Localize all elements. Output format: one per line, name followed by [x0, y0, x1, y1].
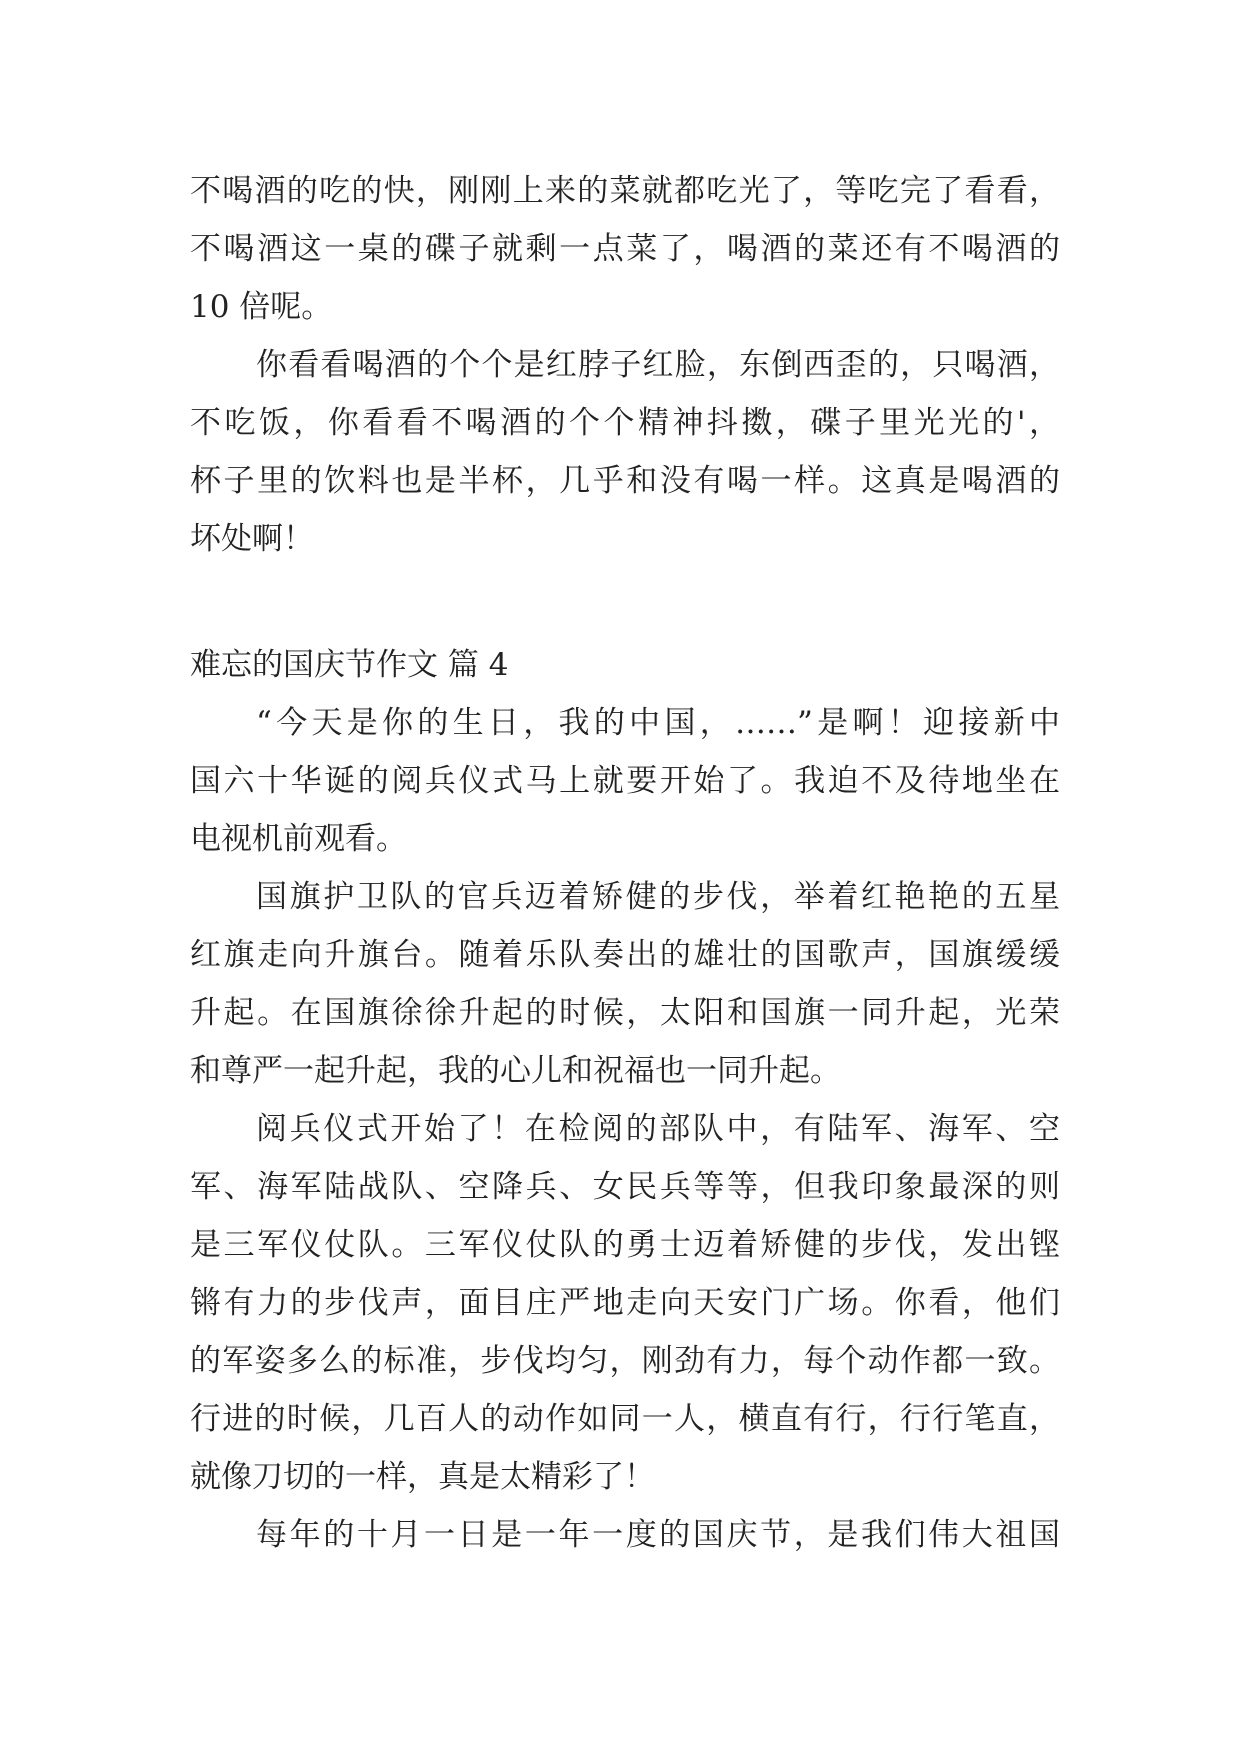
paragraph [190, 1506, 1060, 1564]
text-line: 国六十华诞的阅兵仪式马上就要开始了。我迫不及待地坐在 [190, 763, 1060, 799]
section-heading: 难忘的国庆节作文 篇 4 [190, 647, 509, 683]
text-line: 锵有力的步伐声，面目庄严地走向天安门广场。你看，他们 [190, 1285, 1060, 1321]
text-line: 军、海军陆战队、空降兵、女民兵等等，但我印象最深的则 [190, 1169, 1060, 1205]
text-line: 每年的十月一日是一年一度的国庆节，是我们伟大祖国 [256, 1517, 1060, 1553]
text-line: 10 倍呢。 [190, 289, 333, 325]
text-line: 是三军仪仗队。三军仪仗队的勇士迈着矫健的步伐，发出铿 [190, 1227, 1060, 1263]
document-body [190, 162, 1060, 1564]
text-line: 升起。在国旗徐徐升起的时候，太阳和国旗一同升起，光荣 [190, 995, 1060, 1031]
text-line: 不吃饭，你看看不喝酒的个个精神抖擞，碟子里光光的'， [190, 405, 1060, 441]
text-line: 电视机前观看。 [190, 821, 407, 857]
paragraph [190, 162, 1060, 336]
paragraph [190, 1100, 1060, 1506]
text-line: 阅兵仪式开始了！在检阅的部队中，有陆军、海军、空 [256, 1111, 1060, 1147]
text-line: 不喝酒这一桌的碟子就剩一点菜了，喝酒的菜还有不喝酒的 [190, 231, 1060, 267]
text-line: 不喝酒的吃的快，刚刚上来的菜就都吃光了，等吃完了看看， [190, 173, 1060, 209]
text-line: “今天是你的生日，我的中国，……”是啊！迎接新中 [256, 705, 1060, 741]
paragraph [190, 336, 1060, 568]
paragraph [190, 868, 1060, 1100]
text-line: 杯子里的饮料也是半杯，几乎和没有喝一样。这真是喝酒的 [190, 463, 1060, 499]
text-line: 你看看喝酒的个个是红脖子红脸，东倒西歪的，只喝酒， [256, 347, 1060, 383]
text-line: 和尊严一起升起，我的心儿和祝福也一同升起。 [190, 1053, 841, 1089]
text-line: 行进的时候，几百人的动作如同一人，横直有行，行行笔直， [190, 1401, 1060, 1437]
paragraph [190, 694, 1060, 868]
text-line: 的军姿多么的标准，步伐均匀，刚劲有力，每个动作都一致。 [190, 1343, 1060, 1379]
text-line: 国旗护卫队的官兵迈着矫健的步伐，举着红艳艳的五星 [256, 879, 1060, 915]
text-line: 红旗走向升旗台。随着乐队奏出的雄壮的国歌声，国旗缓缓 [190, 937, 1060, 973]
text-line: 坏处啊！ [190, 521, 314, 557]
text-line: 就像刀切的一样，真是太精彩了！ [190, 1459, 655, 1495]
section-spacer [190, 568, 1060, 636]
